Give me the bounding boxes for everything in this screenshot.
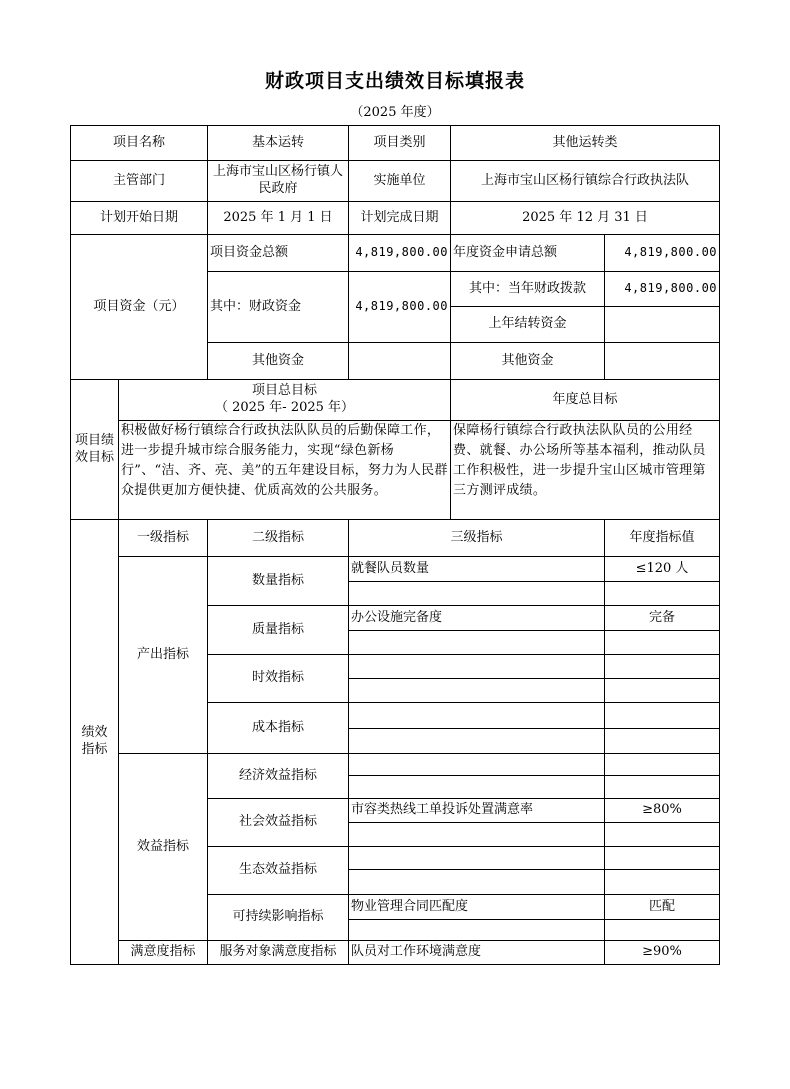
project-name-label: 项目名称	[71, 126, 208, 161]
dept-label: 主管部门	[71, 161, 208, 202]
indicators-label: 绩效指标	[71, 520, 119, 965]
ecology-indicator: 生态效益指标	[208, 847, 349, 895]
quantity-indicator: 数量指标	[208, 557, 349, 606]
empty-cell	[349, 920, 605, 941]
social-item: 市容类热线工单投诉处置满意率	[349, 799, 605, 823]
project-type-label: 项目类别	[349, 126, 451, 161]
empty-cell	[349, 754, 605, 776]
funds-annual-value: 4,819,800.00	[605, 235, 720, 272]
sustain-indicator: 可持续影响指标	[208, 895, 349, 941]
empty-cell	[349, 870, 605, 895]
empty-cell	[349, 582, 605, 606]
level2-header: 二级指标	[208, 520, 349, 557]
funds-annual-label: 年度资金申请总额	[451, 235, 605, 272]
empty-cell	[605, 582, 720, 606]
service-satisfaction-indicator: 服务对象满意度指标	[208, 941, 349, 965]
level3-header: 三级指标	[349, 520, 605, 557]
empty-cell	[349, 776, 605, 799]
performance-form-table	[70, 125, 720, 965]
quality-value: 完备	[605, 606, 720, 631]
goals-label: 项目绩效目标	[71, 380, 119, 520]
empty-cell	[605, 823, 720, 847]
report-year: （2025 年度）	[350, 105, 440, 120]
cost-indicator: 成本指标	[208, 703, 349, 754]
quantity-item: 就餐队员数量	[349, 557, 605, 582]
unit-value: 上海市宝山区杨行镇综合行政执法队	[451, 161, 720, 202]
unit-label: 实施单位	[349, 161, 451, 202]
level1-header: 一级指标	[119, 520, 208, 557]
empty-cell	[605, 776, 720, 799]
overall-goal-text: 积极做好杨行镇综合行政执法队队员的后勤保障工作，进一步提升城市综合服务能力，实现“绿色新杨行”、“洁、齐、亮、美”的五年建设目标，努力为人民群众提供更加方便快捷、优质高效的公共服务。	[119, 421, 451, 520]
funds-other-value	[349, 343, 451, 380]
start-date-value: 2025 年 1 月 1 日	[208, 202, 349, 235]
funds-carry-value	[605, 307, 720, 343]
funds-other-label-2: 其他资金	[451, 343, 605, 380]
social-indicator: 社会效益指标	[208, 799, 349, 847]
satisfaction-value: ≥90%	[605, 941, 720, 965]
empty-cell	[349, 729, 605, 754]
output-indicator: 产出指标	[119, 557, 208, 754]
empty-cell	[605, 655, 720, 679]
empty-cell	[605, 729, 720, 754]
project-type-value: 其他运转类	[451, 126, 720, 161]
empty-cell	[349, 823, 605, 847]
funds-label: 项目资金（元）	[71, 235, 208, 380]
start-date-label: 计划开始日期	[71, 202, 208, 235]
funds-current-label: 其中：当年财政拨款	[451, 272, 605, 307]
value-header: 年度指标值	[605, 520, 720, 557]
empty-cell	[605, 754, 720, 776]
dept-value: 上海市宝山区杨行镇人民政府	[208, 161, 349, 202]
empty-cell	[349, 703, 605, 729]
empty-cell	[605, 631, 720, 655]
empty-cell	[349, 655, 605, 679]
economic-indicator: 经济效益指标	[208, 754, 349, 799]
empty-cell	[349, 631, 605, 655]
empty-cell	[605, 847, 720, 870]
funds-fiscal-label: 其中：财政资金	[208, 272, 349, 343]
empty-cell	[605, 920, 720, 941]
satisfaction-indicator: 满意度指标	[119, 941, 208, 965]
empty-cell	[605, 703, 720, 729]
quantity-value: ≤120 人	[605, 557, 720, 582]
overall-goal-period: （ 2025 年- 2025 年）	[214, 400, 355, 415]
funds-carry-label: 上年结转资金	[451, 307, 605, 343]
sustain-item: 物业管理合同匹配度	[349, 895, 605, 920]
social-value: ≥80%	[605, 799, 720, 823]
benefit-indicator: 效益指标	[119, 754, 208, 941]
funds-total-label: 项目资金总额	[208, 235, 349, 272]
timeliness-indicator: 时效指标	[208, 655, 349, 703]
sustain-value: 匹配	[605, 895, 720, 920]
overall-goal-header	[119, 380, 451, 421]
satisfaction-item: 队员对工作环境满意度	[349, 941, 605, 965]
overall-goal-title: 项目总目标	[252, 383, 318, 399]
annual-goal-title: 年度总目标	[451, 380, 720, 421]
funds-other-label: 其他资金	[208, 343, 349, 380]
annual-goal-text: 保障杨行镇综合行政执法队队员的公用经费、就餐、办公场所等基本福利，推动队员工作积极性，进一步提升宝山区城市管理第三方测评成绩。	[451, 421, 720, 520]
funds-fiscal-value: 4,819,800.00	[349, 272, 451, 343]
funds-other-value-2	[605, 343, 720, 380]
funds-total-value: 4,819,800.00	[349, 235, 451, 272]
quality-item: 办公设施完备度	[349, 606, 605, 631]
project-name-value: 基本运转	[208, 126, 349, 161]
empty-cell	[605, 870, 720, 895]
end-date-value: 2025 年 12 月 31 日	[451, 202, 720, 235]
empty-cell	[349, 847, 605, 870]
funds-current-value: 4,819,800.00	[605, 272, 720, 307]
empty-cell	[349, 679, 605, 703]
end-date-label: 计划完成日期	[349, 202, 451, 235]
empty-cell	[605, 679, 720, 703]
quality-indicator: 质量指标	[208, 606, 349, 655]
page-title: 财政项目支出绩效目标填报表	[264, 70, 525, 92]
